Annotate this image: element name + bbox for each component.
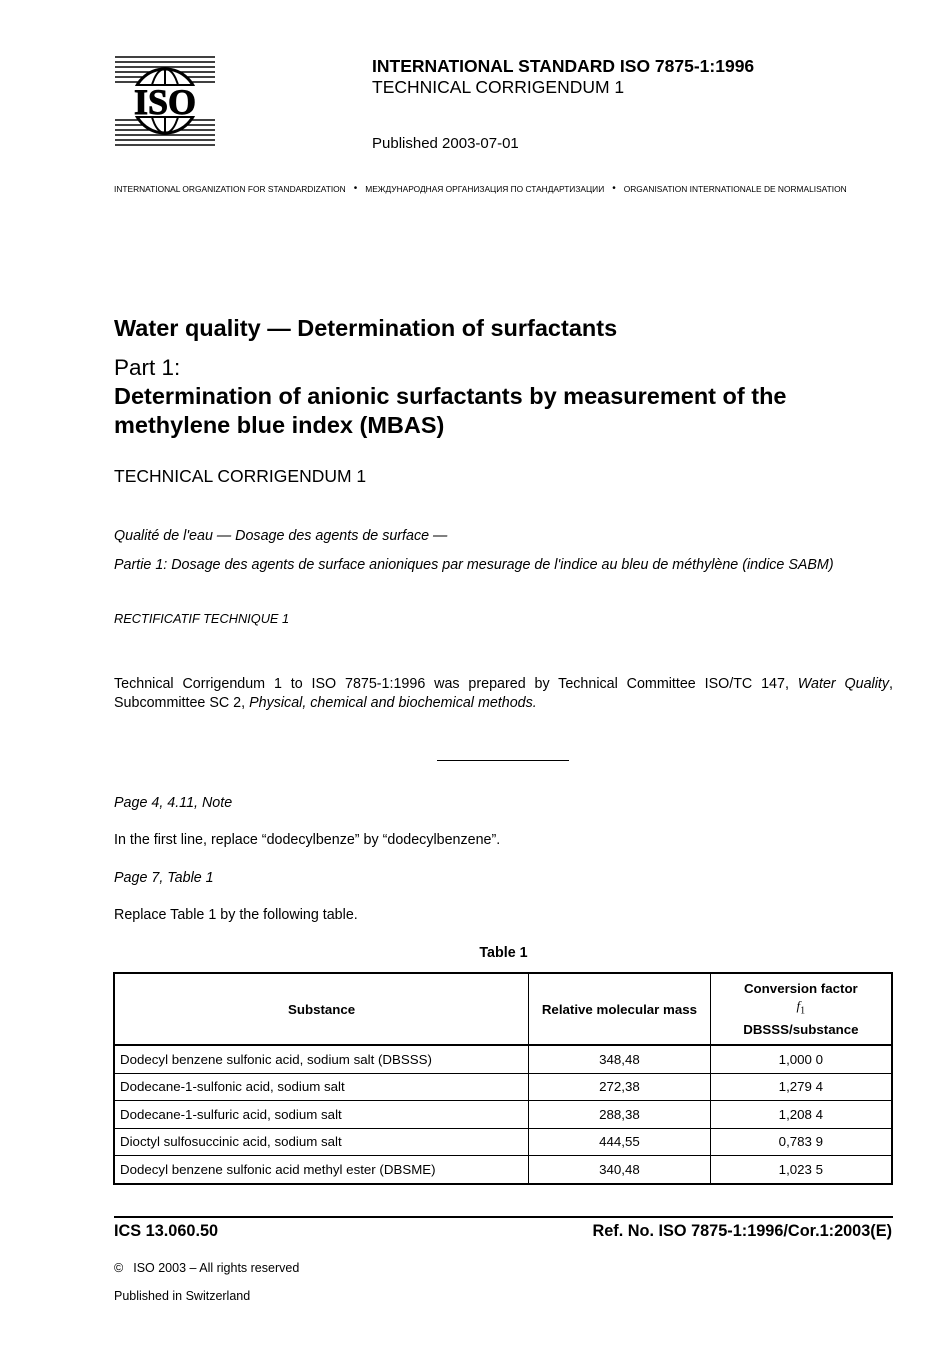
cell-mass: 444,55 — [529, 1128, 711, 1156]
prep-committee: Water Quality — [797, 676, 890, 692]
table-row — [114, 1128, 892, 1156]
conversion-table — [113, 972, 893, 1185]
correction-instruction: Replace Table 1 by the following table. — [114, 907, 358, 923]
cell-substance: Dodecane-1-sulfonic acid, sodium salt — [114, 1073, 529, 1101]
header-corrigendum: TECHNICAL CORRIGENDUM 1 — [372, 77, 625, 97]
prep-text: Technical Corrigendum 1 to ISO 7875-1:1996 was prepared by Technical Committee ISO/TC 147, — [114, 676, 798, 692]
header-factor-ratio: DBSSS/substance — [743, 1021, 859, 1037]
reference-number: Ref. No. ISO 7875-1:1996/Cor.1:2003(E) — [592, 1222, 892, 1240]
cell-substance: Dodecyl benzene sulfonic acid, sodium salt (DBSSS) — [114, 1045, 529, 1073]
table-row — [114, 1073, 892, 1101]
cell-mass: 348,48 — [529, 1045, 711, 1073]
section-divider — [437, 760, 569, 761]
table-header-row — [114, 973, 892, 1045]
cell-factor: 0,783 9 — [710, 1128, 892, 1156]
cell-substance: Dodecane-1-sulfuric acid, sodium salt — [114, 1101, 529, 1129]
correction-location: Page 7, Table 1 — [114, 870, 214, 886]
cell-factor: 1,000 0 — [710, 1045, 892, 1073]
french-part-title: Partie 1: Dosage des agents de surface anioniques par mesurage de l'indice au bleu de méthylène (indice SABM) — [114, 557, 834, 573]
published-date: Published 2003-07-01 — [372, 135, 519, 152]
table-caption: Table 1 — [479, 945, 528, 961]
copyright-text: ISO 2003 – All rights reserved — [133, 1261, 300, 1275]
cell-factor: 1,208 4 — [710, 1101, 892, 1129]
cell-factor: 1,279 4 — [710, 1073, 892, 1101]
correction-instruction: In the first line, replace “dodecylbenze” by “dodecylbenzene”. — [114, 832, 501, 848]
cell-mass: 288,38 — [529, 1101, 711, 1129]
published-in: Published in Switzerland — [114, 1289, 251, 1303]
part-label: Part 1: — [114, 355, 181, 380]
prep-subcommittee: Physical, chemical and biochemical methods. — [249, 695, 537, 711]
header-molecular-mass: Relative molecular mass — [529, 973, 711, 1045]
french-corrigendum: RECTIFICATIF TECHNIQUE 1 — [114, 611, 290, 626]
org-separator: • — [353, 183, 358, 194]
title-corrigendum: TECHNICAL CORRIGENDUM 1 — [114, 466, 367, 486]
french-title: Qualité de l'eau — Dosage des agents de surface — — [114, 528, 448, 544]
cell-substance: Dodecyl benzene sulfonic acid methyl ester (DBSME) — [114, 1156, 529, 1184]
document-title: Water quality — Determination of surfactants — [114, 315, 618, 341]
standard-title: INTERNATIONAL STANDARD ISO 7875-1:1996 — [372, 56, 755, 76]
cell-factor: 1,023 5 — [710, 1156, 892, 1184]
factor-symbol-letter: f — [796, 998, 801, 1014]
org-name-english: INTERNATIONAL ORGANIZATION FOR STANDARDIZATION — [114, 183, 346, 194]
table-row — [114, 1101, 892, 1129]
org-name-russian: МЕЖДУНАРОДНАЯ ОРГАНИЗАЦИЯ ПО СТАНДАРТИЗАЦИИ — [365, 183, 605, 194]
header-factor-symbol — [715, 998, 887, 1020]
header-factor-label: Conversion factor — [743, 981, 858, 997]
iso-logo — [115, 55, 215, 147]
footer-divider — [114, 1216, 893, 1218]
header-conversion-factor — [710, 973, 892, 1045]
table-row — [114, 1045, 892, 1073]
copyright-notice — [114, 1261, 299, 1275]
cell-substance: Dioctyl sulfosuccinic acid, sodium salt — [114, 1128, 529, 1156]
cell-mass: 272,38 — [529, 1073, 711, 1101]
org-separator: • — [612, 183, 616, 194]
factor-symbol-subscript: 1 — [800, 1005, 806, 1017]
header-substance: Substance — [114, 973, 529, 1045]
ics-code: ICS 13.060.50 — [114, 1222, 219, 1240]
table-row — [114, 1156, 892, 1184]
copyright-icon: © — [114, 1261, 124, 1275]
org-name-french: ORGANISATION INTERNATIONALE DE NORMALISATION — [623, 183, 847, 194]
iso-logo-text: ISO — [133, 82, 197, 122]
correction-location: Page 4, 4.11, Note — [114, 795, 233, 811]
cell-mass: 340,48 — [529, 1156, 711, 1184]
prep-text: , Subcommittee SC 2, — [114, 676, 893, 711]
organization-names — [114, 183, 892, 194]
part-title: Determination of anionic surfactants by measurement of the methylene blue index (MBAS) — [114, 383, 787, 438]
preparation-statement — [114, 675, 893, 713]
